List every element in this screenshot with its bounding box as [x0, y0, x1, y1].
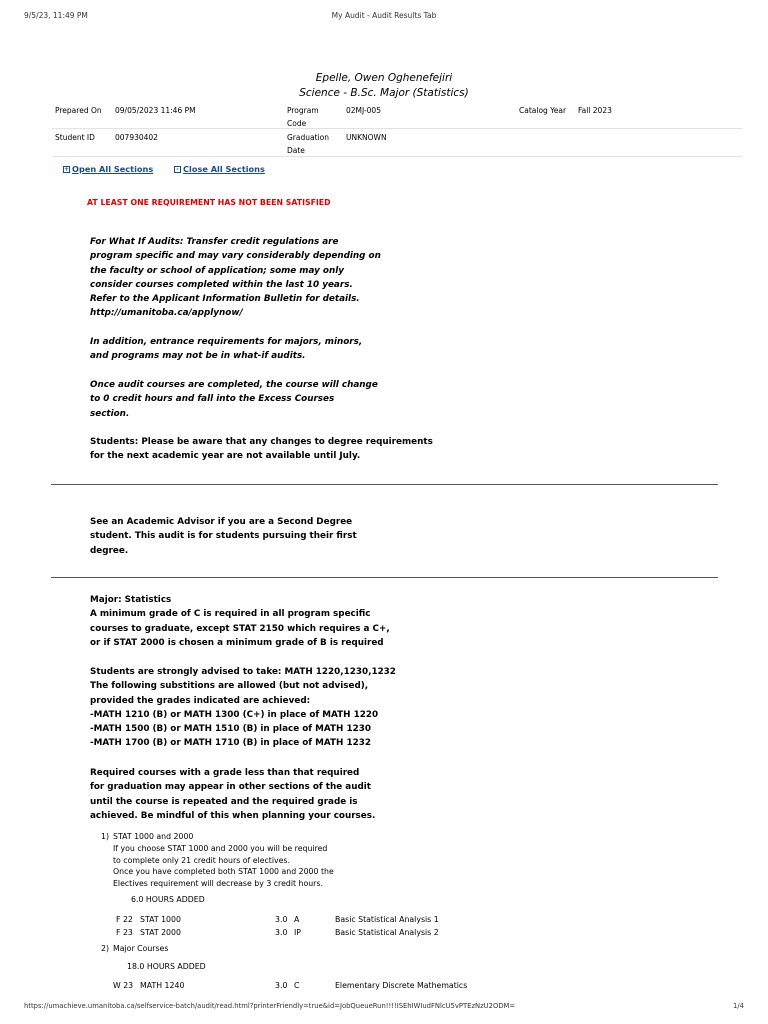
program-code-value: 02MJ-005: [346, 106, 381, 115]
course-code: STAT 2000: [140, 928, 181, 937]
course-title: Elementary Discrete Mathematics: [335, 981, 468, 990]
prepared-on-label: Prepared On: [55, 106, 102, 115]
print-title: My Audit - Audit Results Tab: [331, 11, 437, 20]
course-title: Basic Statistical Analysis 1: [335, 915, 439, 924]
collapse-icon: -: [174, 166, 181, 173]
divider-2: [51, 577, 718, 578]
course-title: Basic Statistical Analysis 2: [335, 928, 439, 937]
changes-note: Students: Please be aware that any changes to degree requirements for the next academic year are not available until July.: [90, 437, 433, 462]
course-credits: 3.0: [275, 915, 288, 924]
course-code: MATH 1240: [140, 981, 185, 990]
requirement-title[interactable]: Major Courses: [113, 944, 169, 953]
divider: [51, 484, 718, 485]
course-grade: A: [294, 915, 300, 924]
graduation-date-label: Graduation Date: [287, 133, 329, 155]
course-term: F 23: [116, 928, 133, 937]
required-note: Required courses with a grade less than that required for graduation may appear in other sections of the audit until the course is repeated and the required grade is achieved. Be mindful of this when planning your courses.: [90, 768, 376, 821]
graduation-date-value: UNKNOWN: [346, 133, 387, 142]
requirement-title[interactable]: STAT 1000 and 2000: [113, 832, 194, 841]
info-divider: [52, 128, 742, 129]
requirement-note: If you choose STAT 1000 and 2000 you will be required to complete only 21 credit hours of electives. Once you have completed both STAT 1000 and 2000 the Electives requirement will decrease by 3 credit hours.: [113, 844, 334, 888]
close-all-sections-link[interactable]: - Close All Sections: [174, 164, 265, 174]
entrance-note: In addition, entrance requirements for majors, minors, and programs may not be in what-if audits.: [90, 337, 363, 362]
advised-note: Students are strongly advised to take: MATH 1220,1230,1232 The following substitions are allowed (but not advised), provided the grades indicated are achieved: -MATH 1210 (B) or MATH 1300 (C+) in place of MATH 1220 -MATH 1500 (B) or MATH 1510 (B) in place of MATH 1230 -MATH 1700 (B) or MATH 1710 (B) in place of MATH 1232: [90, 667, 396, 749]
hours-added: 18.0 HOURS ADDED: [127, 962, 206, 971]
expand-icon: +: [64, 166, 70, 173]
course-term: F 22: [116, 915, 133, 924]
page-url: https://umachieve.umanitoba.ca/selfservice-batch/audit/read.html?printerFriendly=true&id=JobQueueRun!!!!ISEhIWIudFNlcU5vPTEzNzU2ODM=: [24, 1002, 516, 1010]
info-divider-2: [52, 156, 742, 157]
requirement-number: 1): [101, 832, 110, 841]
course-grade: C: [294, 981, 300, 990]
student-id-label: Student ID: [55, 133, 95, 142]
program-name: Science - B.Sc. Major (Statistics): [299, 87, 469, 99]
print-header: [24, 11, 744, 23]
requirement-number: 2): [101, 944, 110, 953]
open-all-sections-link[interactable]: + Open All Sections: [64, 164, 154, 174]
course-grade: IP: [294, 928, 302, 937]
advisor-note: See an Academic Advisor if you are a Second Degree student. This audit is for students pursuing their first degree.: [90, 517, 357, 556]
major-note: Major: Statistics A minimum grade of C is required in all program specific courses to graduate, except STAT 2150 which requires a C+, or if STAT 2000 is chosen a minimum grade of B is required: [90, 595, 390, 648]
course-code: STAT 1000: [140, 915, 181, 924]
course-credits: 3.0: [275, 981, 288, 990]
prepared-on-value: 09/05/2023 11:46 PM: [115, 106, 196, 115]
program-code-label: Program Code: [287, 106, 319, 128]
student-name: Epelle, Owen Oghenefejiri: [315, 72, 453, 84]
page-number: 1/4: [733, 1002, 744, 1010]
requirement-warning: AT LEAST ONE REQUIREMENT HAS NOT BEEN SATISFIED: [87, 198, 331, 207]
course-term: W 23: [113, 981, 134, 990]
catalog-year-label: Catalog Year: [519, 106, 567, 115]
catalog-year-value: Fall 2023: [578, 106, 612, 115]
excess-note: Once audit courses are completed, the course will change to 0 credit hours and fall into the Excess Courses section.: [90, 380, 378, 419]
print-date: 9/5/23, 11:49 PM: [24, 11, 88, 20]
course-credits: 3.0: [275, 928, 288, 937]
what-if-note: For What If Audits: Transfer credit regulations are program specific and may vary considerably depending on the faculty or school of application; some may only consider courses completed within the last 10 years. Refer to the Applicant Information Bulletin for details. http://umanitoba.ca/applynow/: [90, 237, 381, 319]
hours-added: 6.0 HOURS ADDED: [131, 895, 205, 904]
student-id-value: 007930402: [115, 133, 158, 142]
